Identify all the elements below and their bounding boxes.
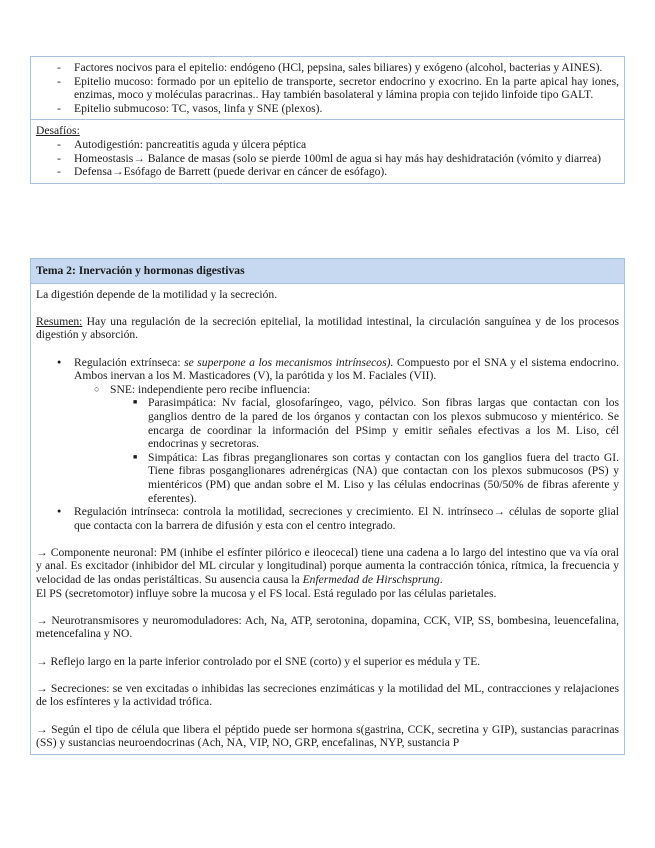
tema2-body — [31, 284, 624, 754]
desafios-list — [36, 138, 619, 179]
ext-italic: se superpone a los mecanismos intrínsecos). — [184, 355, 394, 369]
secreciones-paragraph: → Secreciones: se ven excitadas o inhibidas las secreciones enzimáticas y la motilidad del ML, contracciones y relajaciones de los esfínteres y la actividad trófica. — [36, 681, 619, 709]
comp-end: . — [439, 573, 443, 587]
reflejo-paragraph: → Reflejo largo en la parte inferior controlado por el SNE (corto) y el superior es médula y TE. — [36, 654, 481, 668]
list-item — [74, 356, 619, 506]
resumen-text: Hay una regulación de la secreción epitelial, la motilidad intestinal, la circulación sanguínea y de los procesos digestión y absorción. — [36, 314, 619, 342]
notes-box-2 — [30, 258, 625, 755]
resumen-paragraph — [36, 315, 619, 342]
list-item — [110, 383, 619, 505]
list-item: - Epitelio mucoso: formado por un epitelio de transporte, secretor endocrino y exocrino. En la parte apical hay iones, enzimas, moco y moléculas paracrinas.. Hay también basolateral y lámina propia con tejido linfoide tipo GALT. — [74, 75, 619, 102]
epithelium-section — [31, 57, 624, 119]
autonomic-list — [110, 396, 619, 505]
regulation-list — [36, 356, 619, 533]
resumen-label: Resumen: — [36, 314, 83, 328]
sne-list — [74, 383, 619, 505]
list-item: ■ Parasimpática: Nv facial, glosofaríngeo, vago, pélvico. Son fibras largas que contactan con los ganglios dentro de la pared de los órganos y contactan con los plexos submucoso y mientérico. Se encarga de coordinar la información del PSimp y emitir señales efectivas a los M. Liso, cél endocrinas y secretoras. — [148, 396, 619, 450]
list-item: ● Regulación intrínseca: controla la motilidad, secreciones y crecimiento. El N. intrínseco→ células de soporte glial que contacta con la barrera de difusión y esta con el centro integrado. — [74, 505, 619, 532]
notes-box-1 — [30, 56, 625, 184]
comp-italic: Enfermedad de Hirschsprung — [302, 573, 440, 587]
ext-label: Regulación extrínseca: — [74, 355, 185, 369]
ps-paragraph: El PS (secretomotor) influye sobre la mucosa y el FS local. Está regulado por las células parietales. — [36, 586, 497, 600]
section-title: Tema 2: Inervación y hormonas digestivas — [31, 259, 624, 284]
comp-text: → Componente neuronal: PM (inhibe el esfínter pilórico e ileocecal) tiene una cadena a lo largo del intestino que va vía oral y anal. Es excitador (inhibidor del ML circular y longitudinal) porque aumenta la contracción tónica, rítmica, la frecuencia y velocidad de las ondas peristálticas. Su ausencia causa la — [36, 545, 619, 587]
epithelium-list — [36, 61, 619, 115]
desafios-heading: Desafíos: — [36, 124, 80, 138]
list-item: - Homeostasis→ Balance de masas (solo se pierde 100ml de agua si hay más hay deshidratación (vómito y diarrea) — [74, 152, 619, 166]
intro-text: La digestión depende de la motilidad y la secreción. — [36, 287, 278, 301]
neurotransmisores-paragraph: → Neurotransmisores y neuromoduladores: Ach, Na, ATP, serotonina, dopamina, CCK, VIP, SS, bombesina, leuencefalina, metencefalina y NO. — [36, 613, 619, 641]
desafios-section — [31, 119, 624, 182]
segun-paragraph: → Según el tipo de célula que libera el péptido puede ser hormona s(gastrina, CCK, secretina y GIP), sustancias paracrinas (SS) y sustancias neuroendocrinas (Ach, NA, VIP, NO, GRP, encefalinas, NYP, sustancia P — [36, 722, 619, 750]
ext-text: Compuesto por el SNA y el sistema endocrino. Ambos inervan a los M. Masticadores (V), la parótida y los M. Faciales (VII). — [74, 355, 620, 383]
sne-text: SNE: independiente pero recibe influencia: — [110, 382, 311, 396]
list-item: - Defensa→Esófago de Barrett (puede derivar en cáncer de esófago). — [74, 165, 619, 179]
list-item: ■ Simpática: Las fibras preganglionares son cortas y contactan con los ganglios fuera del tracto GI. Tiene fibras posganglionares adrenérgicas (NA) que contactan con los plexos submucosos (PS) y mientéricos (PM) que andan sobre el M. Liso y las células endocrinas (50/50% de fibras aferente y eferentes). — [148, 451, 619, 505]
list-item: - Autodigestión: pancreatitis aguda y úlcera péptica — [74, 138, 619, 152]
componente-neuronal — [36, 546, 619, 587]
list-item: - Factores nocivos para el epitelio: endógeno (HCl, pepsina, sales biliares) y exógeno (alcohol, bacterias y AINES). — [74, 61, 619, 75]
list-item: - Epitelio submucoso: TC, vasos, linfa y SNE (plexos). — [74, 102, 619, 116]
